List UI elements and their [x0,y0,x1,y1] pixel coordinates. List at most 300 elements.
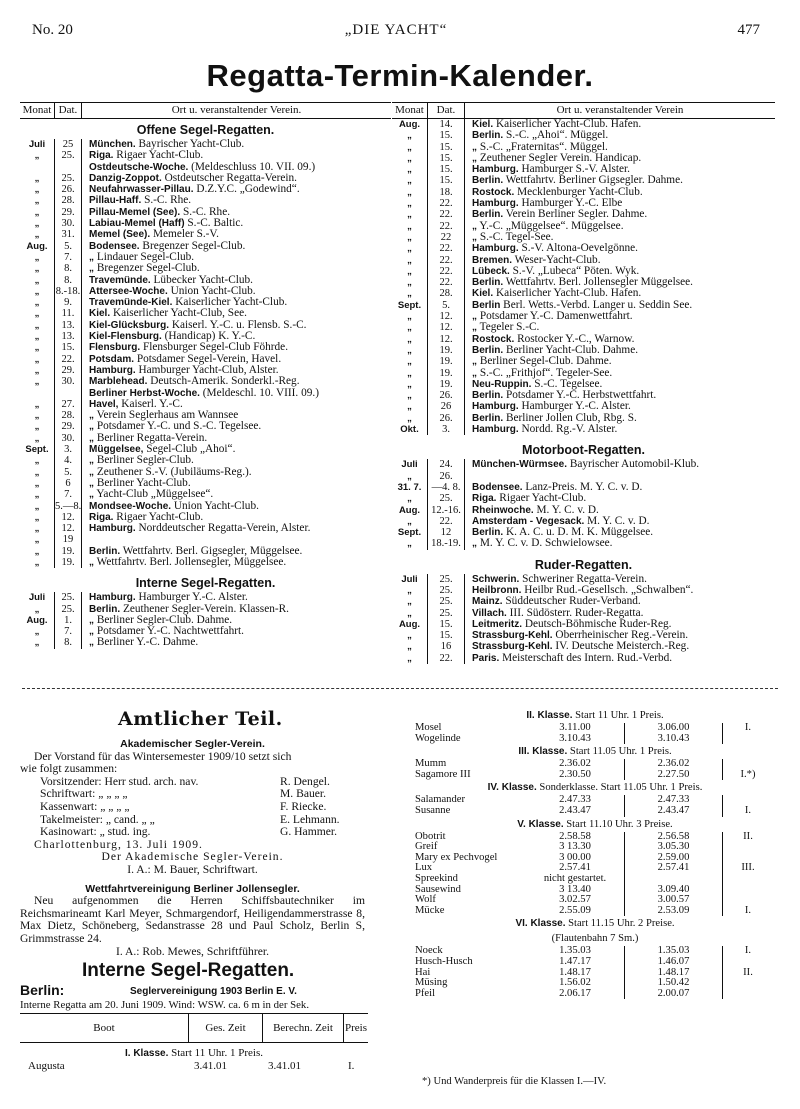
row-club: S.-C. „Ahoi“. Müggel. [505,130,609,142]
row-place: Travemünde-Kiel. [89,297,173,309]
row-text [82,626,244,637]
row-month: „ [34,376,40,388]
calendar-row [392,585,775,596]
row-club: Union Yacht-Club. [170,285,256,297]
row-date: 15. [427,164,465,175]
result-row [415,895,775,906]
akad-text2: wie folgt zusammen: [20,762,118,776]
row-text [465,653,672,664]
row-text [465,142,608,153]
row-text [465,345,638,356]
akad-heading: Akademischer Segler-Verein. [120,738,265,750]
row-month: „ [34,421,40,433]
row-date: 13. [54,320,82,331]
row-place: „ [472,311,477,323]
calendar-row [20,546,391,557]
row-club: Weser-Yacht-Club. [514,254,601,266]
row-club: Verein Berliner Segler. Dahme. [505,209,648,221]
row-text [82,275,253,286]
preis [723,874,773,885]
row-place: Hamburg. [472,164,519,176]
row-date: 15. [427,175,465,186]
row-place: „ [89,466,94,478]
row-text [82,433,207,444]
row-month: „ [407,356,412,368]
calendar-row [392,277,775,288]
row-month: „ [34,206,40,218]
row-month: „ [407,378,412,390]
calendar-row [392,356,775,367]
row-place: Rostock. [472,333,515,345]
row-text [465,505,599,516]
preis: I. [348,1060,355,1072]
row-place: „ [89,626,94,638]
row-club: S.-C. Tegelsee. [534,378,603,390]
page-title: Regatta-Termin-Kalender. [206,58,594,93]
row-date: 30. [54,218,82,229]
preis [723,885,773,896]
row-club: Hamburger Yacht-Club, Alster. [138,364,279,376]
calendar-row [20,218,391,229]
row-date: 15. [427,619,465,630]
row-club: Rigaer Yacht-Club. [116,511,204,523]
row-text [465,322,539,333]
row-date: 25. [427,493,465,504]
row-month: „ [407,596,412,608]
row-club: Potsdamer Y.-C. Damenwettfahrt. [479,311,633,323]
calendar-row [392,334,775,345]
row-month: Sept. [397,527,422,539]
row-month: „ [34,626,40,638]
row-place: Mainz. [472,596,503,608]
berechn-zeit: 1.46.07 [625,957,723,968]
boat-name: Pfeil [415,987,436,999]
row-date: 19. [427,379,465,390]
row-club: S.-V. Altona-Oevelgönne. [521,243,639,255]
result-row [415,832,775,843]
row-text [82,501,259,512]
berechn-zeit: 3.09.40 [625,885,723,896]
row-club: Lanz-Preis. M. Y. C. v. D. [525,481,643,493]
calendar-row [392,209,775,220]
ges-zeit: 2.55.09 [526,906,625,917]
row-place: Hamburg. [472,401,519,413]
berechn-zeit: 2.00.07 [625,989,723,1000]
row-club: Bayrischer Automobil-Klub. [569,459,700,471]
row-month: „ [34,172,40,184]
row-month: „ [34,195,40,207]
calendar-row [392,538,775,549]
row-date: 30. [54,376,82,387]
row-text [82,615,232,626]
row-month: Okt. [400,424,419,436]
row-place: Bodensee. [89,240,140,252]
calendar-row [20,421,391,432]
calendar-row [20,365,391,376]
boat-name: Mary ex Pechvogel [415,851,498,863]
row-text [82,604,289,615]
berechn-zeit: 1.48.17 [625,968,723,979]
row-text [82,421,261,432]
klasse-heading [415,708,775,723]
boat-name: Wogelinde [415,732,461,744]
row-date: 22. [427,209,465,220]
row-text [465,482,642,493]
row-date: 19 [54,534,82,545]
row-text [82,162,315,173]
row-date: 12. [427,322,465,333]
row-club: Bregenzer Segel-Club. [96,263,200,275]
ges-zeit: 3 13.40 [526,885,625,896]
calendar-row [392,187,775,198]
calendar-row [392,505,775,516]
calendar-row [20,342,391,353]
row-month: „ [407,209,412,221]
row-text [82,455,194,466]
th-preis: Preis [345,1022,367,1034]
row-month: „ [34,545,40,557]
boat-name: Mumm [415,758,447,770]
calendar-row [20,376,391,387]
row-place: „ [89,477,94,489]
row-place: „ [89,432,94,444]
calendar-row [20,162,391,173]
row-place: Berlin. [89,603,121,615]
row-date: 22. [427,516,465,527]
calendar-row [20,637,391,648]
calendar-row [20,626,391,637]
row-club: Berliner Y.-C. Dahme. [96,637,199,649]
boat-name: Müsing [415,977,448,989]
vorstand-role: Vorsitzender: Herr stud. arch. nav. [40,774,199,788]
preis: II. [743,830,753,842]
row-month: „ [34,637,40,649]
calendar-row [392,574,775,585]
row-text [465,368,612,379]
row-club: D.Z.Y.C. „Godewind“. [196,184,300,196]
interne-list [20,592,391,648]
row-club: IV. Deutsche Meisterch.-Reg. [555,641,690,653]
row-club: Berliner Yacht-Club. [96,477,191,489]
klasse1-heading [20,1046,368,1060]
row-date: 22. [54,354,82,365]
row-date: 22. [427,198,465,209]
row-month: Juli [401,573,418,585]
city-label: Berlin: [20,982,65,998]
row-month: „ [34,466,40,478]
wett-text: Neu aufgenommen die Herren Schiffsbautechniker im Reichsmarineamt Karl Meyer, Schmargendorf, Heiligendammerstrasse 8, Max Dietz, Schöneberg, Sedanstrasse 28 und Paul Scholz, Berlin S, Grimmstrasse 24. [20,894,365,945]
row-place: Amsterdam - Vegesack. [472,515,585,527]
row-date: 26. [427,390,465,401]
berechn-zeit: 2.47.33 [625,795,723,806]
klasse-label: V. Klasse. [517,818,564,830]
calendar-row [20,297,391,308]
row-month: „ [407,243,412,255]
row-club: Oberrheinischer Reg.-Verein. [555,630,689,642]
row-club: Berliner Yacht-Club. Dahme. [505,344,639,356]
row-club: Tegeler S.-C. [479,322,540,334]
row-date: 30. [54,433,82,444]
ort-header: Ort u. veranstaltender Verein. [171,104,302,116]
row-place: Hamburg. [472,243,519,255]
row-club: S.-C. Baltic. [187,218,244,230]
row-place: „ [472,367,477,379]
ges-zeit: 3.02.57 [526,895,625,906]
calendar-row [20,444,391,455]
section-offene: Offene Segel-Regatten. [136,123,275,137]
calendar-row [392,311,775,322]
row-club: Bayrischer Yacht-Club. [138,139,245,150]
vorstand-role: Kassenwart: „ „ „ „ [40,799,130,813]
calendar-row [20,455,391,466]
right-list [392,119,775,435]
row-month: „ [407,630,412,642]
row-date: 5.—8. [55,500,82,512]
row-date: 16 [427,641,465,652]
row-club: Kaiserlicher Yacht-Club. Hafen. [495,119,642,130]
row-month: „ [34,556,40,568]
calendar-row [20,173,391,184]
row-club: Rostocker Y.-C., Warnow. [517,333,635,345]
row-date: 5. [54,467,82,478]
calendar-row [392,413,775,424]
row-month: „ [407,412,412,424]
result-row [415,906,775,917]
row-text [465,390,656,401]
row-month: „ [407,607,412,619]
row-place: „ [89,421,94,433]
page-header [32,22,760,42]
calendar-row [20,286,391,297]
th-boot: Boot [20,1014,189,1042]
monat-header: Monat [20,103,55,118]
page-number: 477 [737,22,760,38]
row-month: Juli [28,139,46,150]
row-date: 6 [54,478,82,489]
calendar-row [392,482,775,493]
klasse1-info: Start 11 Uhr. 1 Preis. [171,1047,263,1059]
row-month: „ [407,265,412,277]
result-row [415,723,775,734]
row-place: „ [472,220,477,232]
row-date: 25 [54,139,82,150]
row-club: Hamburger Y.-C. Alster. [521,401,631,413]
calendar-row [392,288,775,299]
row-club: Berliner Jollen Club, Rbg. S. [505,412,637,424]
row-date: 12.-16. [427,505,465,516]
row-month: „ [34,297,40,309]
row-date: 26. [427,413,465,424]
berechn-zeit: 2.57.41 [625,863,723,874]
row-month: „ [34,218,40,230]
boat-name: Spreekind [415,872,458,884]
row-place: „ [89,489,94,501]
results-table [20,1013,368,1072]
berechn-zeit: 3.10.43 [625,734,723,745]
row-club: Nordd. Rg.-V. Alster. [521,424,618,436]
row-text [465,243,638,254]
row-place: Schwerin. [472,573,520,585]
akad-text1: Der Vorstand für das Wintersemester 1909/10 setzt sich [34,749,292,763]
row-month: Sept. [25,444,49,456]
row-club: Hamburger Y.-C. Alster. [138,592,248,604]
vorstand-role: Schriftwart: „ „ „ „ [40,787,128,801]
verein-name: Seglervereinigung 1903 Berlin E. V. [130,986,297,997]
row-text [82,399,183,410]
row-club: Y.-C. „Müggelsee“. Müggelsee. [479,220,624,232]
calendar-row [20,523,391,534]
klasse-heading [415,916,775,931]
row-month: „ [407,141,412,153]
row-club: Potsdamer Y.-C. und S.-C. Tegelsee. [96,421,262,433]
berechn-zeit: 2.53.09 [625,906,723,917]
row-place: „ [89,410,94,422]
row-month: „ [407,641,412,653]
th-berechn-zeit: Berechn. Zeit [263,1014,344,1042]
row-date: 25. [54,173,82,184]
boat-name: Mosel [415,722,442,733]
ges-zeit: 2.58.58 [526,832,625,843]
row-place: Neufahrwasser-Pillau. [89,184,194,196]
row-text [82,512,203,523]
ges-zeit: 1.56.02 [526,978,625,989]
row-text [465,608,643,619]
row-month: „ [34,263,40,275]
row-text [82,410,238,421]
row-date: 12 [427,527,465,538]
calendar-row [392,130,775,141]
row-club: Memeler S.-V. [152,229,219,241]
result-row [415,978,775,989]
vorstand-name: R. Dengel. [280,774,330,788]
row-place: Hamburg. [89,523,136,535]
row-month: „ [34,523,40,535]
klasse-label: VI. Klasse. [515,918,566,930]
row-place: Riga. [89,150,114,162]
row-text [82,365,279,376]
row-place: „ [472,231,477,243]
vorstand-name: E. Lehmann. [280,812,340,826]
section-ruder: Ruder-Regatten. [534,557,633,572]
wett-sign: I. A.: Rob. Mewes, Schriftführer. [116,944,269,958]
row-text [465,164,630,175]
berechn-zeit: 3.41.01 [268,1060,301,1072]
row-month: „ [407,538,412,550]
row-text [465,630,688,641]
row-place: Pillau-Haff. [89,195,142,207]
row-club: Meisterschaft des Intern. Rud.-Verbd. [502,652,673,664]
row-month: „ [407,254,412,266]
calendar-row [20,467,391,478]
row-month: Juli [28,592,46,604]
row-date: 12. [427,311,465,322]
row-place: Hamburg. [89,364,136,376]
calendar-row [20,308,391,319]
row-text [82,331,255,342]
row-club: Rigaer Yacht-Club. [499,493,587,505]
row-place: Kiel. [472,119,494,130]
calendar-row [392,516,775,527]
row-place: Strassburg-Kehl. [472,641,553,653]
row-text [82,173,297,184]
row-place: „ [89,455,94,467]
row-month [20,388,54,399]
column-header [20,102,391,119]
berechn-zeit: 2.36.02 [625,759,723,770]
row-club: Union Yacht-Club. [173,500,259,512]
row-text [465,119,641,130]
row-month: „ [407,288,412,300]
row-text [82,139,244,150]
preis: III. [741,862,755,874]
row-place: Riga. [89,511,114,523]
calendar-row [392,300,775,311]
row-club: Kaiserlicher Yacht-Club. [175,297,288,309]
row-text [82,263,200,274]
ges-zeit: 2.06.17 [526,989,625,1000]
row-date: 22. [427,221,465,232]
row-club: Wettfahrtv. Berl. Gigsegler, Müggelsee. [122,545,303,557]
ges-zeit: 2.43.47 [526,806,625,817]
row-place: Berlin. [472,412,504,424]
row-club: III. Südösterr. Ruder-Regatta. [509,607,644,619]
result-row [415,734,775,745]
row-text [82,342,288,353]
calendar-row [20,184,391,195]
row-text [82,218,243,229]
vorstand-name: M. Bauer. [280,787,327,801]
row-month: „ [407,175,412,187]
row-month: „ [407,344,412,356]
berechn-zeit [625,874,723,885]
row-place: Berliner Herbst-Woche. [89,387,200,399]
row-date: 12. [54,523,82,534]
boat-name: Lux [415,862,433,874]
footnote: *) Und Wanderpreis für die Klassen I.—IV. [422,1076,607,1087]
calendar-row [392,345,775,356]
row-date: 19. [427,345,465,356]
row-place: Paris. [472,652,500,664]
row-date: 8.-18. [55,285,81,297]
calendar-row [392,459,775,470]
row-club: Berliner Segler-Club. Dahme. [96,614,233,626]
row-date: 28. [54,195,82,206]
calendar-row [20,275,391,286]
klasse-heading [415,817,775,832]
row-month: „ [407,390,412,402]
ges-zeit: 3.41.01 [194,1060,227,1072]
row-club: Wettfahrtv. Berliner Gigsegler. Dahme. [505,175,683,187]
row-date: 29. [54,207,82,218]
klasse-label: II. Klasse. [526,710,573,721]
row-text [82,637,198,648]
row-date: —4. 8. [427,482,465,493]
regatta-info: Interne Regatta am 20. Juni 1909. Wind: WSW. ca. 6 m in der Sek. [20,999,310,1011]
row-club: S.-C. Rhe. [182,206,231,218]
result-row [415,957,775,968]
sign-verein: Der Akademische Segler-Verein. [101,850,284,864]
berechn-zeit: 3.00.57 [625,895,723,906]
berechn-zeit: 2.27.50 [625,770,723,781]
row-month: „ [407,401,412,413]
vorstand-role: Kasinowart: „ stud. ing. [40,825,151,839]
row-club: Wettfahrtv. Berl. Jollensegler Müggelsee. [505,277,693,289]
ges-zeit: 2.36.02 [526,759,625,770]
row-club: Lübecker Yacht-Club. [153,274,253,286]
row-place: Berlin. [472,277,504,289]
section-interne: Interne Segel-Regatten. [135,576,276,591]
vorstand-name: F. Riecke. [280,799,327,813]
